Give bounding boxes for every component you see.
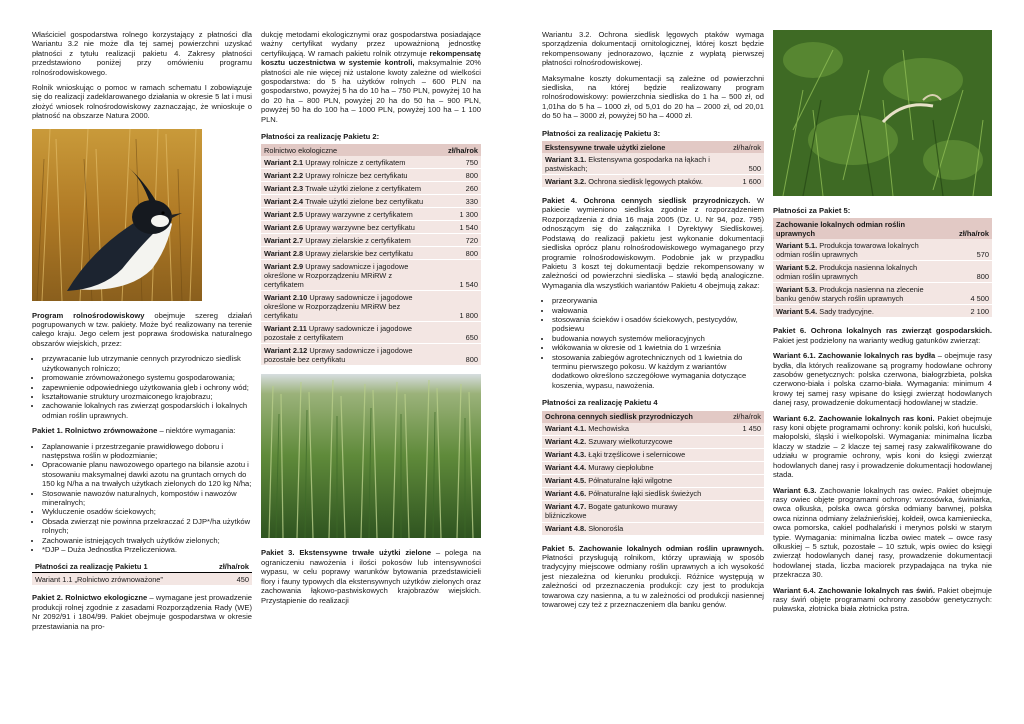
table-row: Wariant 2.11 Uprawy sadownicze i jagodowe pozostałe z certyfikatem 650 [261, 322, 481, 344]
table-row: Wariant 4.7. Bogate gatunkowo murawy bliźniczkowe [542, 500, 764, 522]
table-row: Wariant 2.12 Uprawy sadownicze i jagodowe pozostałe bez certyfikatu 800 [261, 344, 481, 366]
table-header: Zachowanie lokalnych odmian roślin uprawnych zł/ha/rok [773, 218, 992, 239]
table-row: Wariant 5.2. Produkcja nasienna lokalnych odmian roślin uprawnych 800 [773, 261, 992, 283]
paragraph-pakiet-1: Pakiet 1. Rolnictwo zrównoważone – niektóre wymagania: [32, 426, 236, 436]
paragraph-natura-intro: Właściciel gospodarstwa rolnego korzystający z płatności dla Wariantu 3.2 nie może dla tej samej powierzchni uzyskać płatności z tytułu realizacji pakietu 4. Zakresy płatności przedstawiono poniżej przy omówieniu programu rolnośrodowiskowego. [32, 30, 252, 77]
table-row: Wariant 1.1 „Rolnictwo zrównoważone” 450 [32, 573, 252, 586]
list-item: • Stosowanie nawozów naturalnych, kompostów i nawozów mineralnych; [42, 489, 252, 508]
table-row: Wariant 2.8 Uprawy zielarskie bez certyfikatu 800 [261, 247, 481, 260]
pakiet-2-payment-table [261, 144, 481, 366]
list-item: • wałowania [552, 306, 764, 315]
paragraph-wariant-6-3: Wariant 6.3. Zachowanie lokalnych ras owiec. Pakiet obejmuje rasy owiec objęte programami ochrony: wrzosówka, świniarka, owca olkuska, polska owca górska odmiany barwnej, polska owca nizinna odmiany żelaźnieńskiej, kołdeił, owca kamieniecka, owca pomorska, cakiel podhalański i merynos polski w starym typie. Wymagania: minimalna liczba owiec matek – owce rasy olkuskiej – 5 sztuk, pozostałe – 10 sztuk, wpis owiec do księgi zwierząt hodowlanych danej rasy, prowadzenie dokumentacji hodowlanej stada, liczba maciorek przypadająca na tryka nie przekracza 30. [773, 485, 992, 580]
table-row: Wariant 3.1. Ekstensywna gospodarka na łąkach i pastwiskach; 500 [542, 153, 764, 175]
program-goals-list [32, 354, 252, 420]
table-row: Wariant 2.6 Uprawy warzywne bez certyfikatu 1 540 [261, 221, 481, 234]
list-item: • kształtowanie struktury urozmaiconego krajobrazu; [42, 392, 252, 401]
pakiet-4-table-title: Płatności za realizację Pakietu 4 [542, 398, 658, 408]
table-row: Wariant 4.6. Półnaturalne łąki siedlisk świeżych [542, 487, 764, 500]
paragraph-natura-commitment: Rolnik wnioskując o pomoc w ramach schematu I zobowiązuje się do realizacji zadeklarowanego działania w okresie 5 lat i musi złożyć wniosek rolnośrodowiskowy zaznaczając, że wnioskuje o płatność na obszarze Natura 2000. [32, 83, 252, 121]
table-row: Wariant 2.10 Uprawy sadownicze i jagodowe określone w Rozporządzeniu MRiRW bez certyfikatu 1 800 [261, 291, 481, 322]
paragraph-wariant-6-2: Wariant 6.2. Zachowanie lokalnych ras koni. Pakiet obejmuje rasy koni objęte programami ochrony: konik polski, koń huculski, małopolski, śląski i wielkopolski. Wymagania: minimalna liczba klaczy w stadzie – 2 klacze tej samej rasy zakwalifikowane do udziału w programie ochrony, wpis koni do księgi zwierząt hodowlanych danej rasy i prowadzenie dokumentacji hodowlanej stada. [773, 413, 992, 480]
table-row: Wariant 5.3. Produkcja nasienna na zlecenie banku genów starych roślin uprawnych 4 500 [773, 283, 992, 305]
list-item: • budowania nowych systemów melioracyjnych [552, 334, 764, 343]
table-row: Wariant 4.5. Półnaturalne łąki wilgotne [542, 474, 764, 487]
paragraph-pakiet-2: Pakiet 2. Rolnictwo ekologiczne – wymagane jest prowadzenie produkcji rolnej zgodnie z zasadami Rozporządzenia Rady (WE) Nr 2092/91 i 1804/99. Pakiet obejmuje gospodarstwa w okresie przestawiania na pro- [32, 593, 252, 631]
table-row: Wariant 5.1. Produkcja towarowa lokalnych odmian roślin uprawnych 570 [773, 239, 992, 261]
pakiet-4-prohibitions-list [542, 296, 764, 390]
list-item: • promowanie zrównoważonego systemu gospodarowania; [42, 373, 252, 382]
pakiet-1-requirements-list [32, 442, 252, 555]
list-item: • *DJP – Duża Jednostka Przeliczeniowa. [42, 545, 252, 554]
list-item: • Obsada zwierząt nie powinna przekraczać 2 DJP*/ha użytków rolnych; [42, 517, 252, 536]
table-row: Wariant 2.7 Uprawy zielarskie z certyfikatem 720 [261, 234, 481, 247]
table-row: Wariant 2.5 Uprawy warzywne z certyfikatem 1 300 [261, 208, 481, 221]
paragraph-pakiet-6: Pakiet 6. Ochrona lokalnych ras zwierząt gospodarskich. Pakiet jest podzielony na warianty według gatunków zwierząt: [773, 326, 992, 345]
pakiet-5-table-title: Płatności za Pakiet 5: [773, 206, 851, 215]
list-item: • Wykluczenie osadów ściekowych; [42, 507, 252, 516]
column-4 [773, 30, 992, 620]
paragraph-pakiet-3: Pakiet 3. Ekstensywne trwałe użytki zielone – polega na ograniczeniu nawożenia i ilości pokosów lub intensywności wypasu, w celu poprawy warunków bytowania przedstawicieli flory i fauny typowych dla ekstensywnych użytków zielonych oraz zachowania łąkowo-pastwiskowych krajobrazów wiejskich. Przystąpienie do realizacji [261, 548, 481, 605]
list-item: • zapewnienie odpowiedniego użytkowania gleb i ochrony wód; [42, 383, 252, 392]
pakiet-1-payment-table [32, 560, 252, 585]
column-3 [542, 30, 764, 615]
paragraph-pakiet-4: Pakiet 4. Ochrona cennych siedlisk przyrodniczych. W pakiecie wymieniono siedliska zgodnie z rozporządzeniem Rozporządzenia z dnia 16 maja 2005 (Dz. U. Nr 94, poz. 795) odnoszącym się do załącznika I Dyrektywy Siedliskowej. Podstawą do realizacji pakietu jest wykonanie dokumentacji siedliska oprócz planu rolnośrodowiskowego wymaganego przy programie rolnośrodowiskowym. Podobnie jak w przypadku Pakietu 3 koszt tej dokumentacji będzie rekompensowany w zależności od powierzchni siedliska – stawki będą analogiczne. Wymagania dla wszystkich wariantów Pakietu 4 obejmują zakaz: [542, 196, 764, 290]
paragraph-pakiet-2-cont: dukcję metodami ekologicznymi oraz gospodarstwa posiadające ważny certyfikat wydany przez upoważnioną jednostkę certyfikującą. W ramach pakietu rolnik otrzymuje rekompensatę kosztu uczestnictwa w systemie kontroli, maksymalnie 20% płatności ale nie więcej niż ustalone kwoty zależne od wielkości gospodarstwa: do 5 ha użytków rolnych – 600 PLN na gospodarstwo, powyżej 5 ha do 10 ha – 750 PLN, powyżej 10 ha do 20 ha – 800 PLN, powyżej 20 ha do 50 ha – 900 PLN, powyżej 50 ha do 100 ha – 1000 PLN, powyżej 100 ha – 1 100 PLN. [261, 30, 481, 124]
paragraph-pakiet-3-cont: Wariantu 3.2. Ochrona siedlisk lęgowych ptaków wymaga sporządzenia dokumentacji ornitologicznej, której koszt będzie rekompensowany jednorazowo, łącznie z wypłatą pierwszej płatności rolnośrodowiskowej. [542, 30, 764, 68]
table-row: Wariant 2.3 Trwałe użytki zielone z certyfikatem 260 [261, 182, 481, 195]
table-row: Wariant 2.1 Uprawy rolnicze z certyfikatem 750 [261, 156, 481, 169]
list-item: • stosowania ścieków i osadów ściekowych, pestycydów, podsiewu [552, 315, 764, 334]
list-item: • Zachowanie istniejących trwałych użytków zielonych; [42, 536, 252, 545]
table-row: Wariant 2.9 Uprawy sadownicze i jagodowe określone w Rozporządzeniu MRiRW z certyfikatem 1 540 [261, 260, 481, 291]
lapwing-photo [32, 129, 202, 301]
table-row: Wariant 3.2. Ochrona siedlisk lęgowych ptaków. 1 600 [542, 175, 764, 188]
table-title: Płatności za realizację Pakietu 1 [32, 560, 206, 573]
column-2 [261, 30, 481, 611]
table-unit: zł/ha/rok [206, 560, 252, 573]
table-row: Wariant 4.4. Murawy ciepłolubne [542, 461, 764, 474]
paragraph-documentation-costs: Maksymalne koszty dokumentacji są zależne od powierzchni siedliska, na której będzie realizowany program rolnośrodowiskowy: powierzchnia siedliska do 1 ha – 500 zł, od 1,01ha do 5 ha – 1000 zł, od 5,01 do 20 ha – 2000 zł, od 20,01 do 50 ha – 3000 zł, powyżej 50 ha – 4000 zł. [542, 73, 764, 121]
pakiet-2-table-title: Płatności za realizację Pakietu 2: [261, 132, 380, 142]
paragraph-program: Program rolnośrodowiskowy obejmuje szereg działań pogrupowanych w tzw. pakiety. Może być realizowany na terenie całego kraju. Jego celem jest poprawa środowiska naturalnego obszarów wiejskich, przez: [32, 310, 252, 348]
list-item: • włókowania w okresie od 1 kwietnia do 1 września [552, 343, 764, 352]
table-row: Wariant 2.2 Uprawy rolnicze bez certyfikatu 800 [261, 169, 481, 182]
paragraph-wariant-6-4: Wariant 6.4. Zachowanie lokalnych ras świń. Pakiet obejmuje rasy świń objęte programami ochrony zasobów genetycznych: puławska, złotnicka biała złotnicka pstra. [773, 585, 992, 614]
pakiet-4-payment-table [542, 411, 764, 536]
paragraph-wariant-6-1: Wariant 6.1. Zachowanie lokalnych ras bydła – obejmuje rasy bydła, dla których realizowane są programy hodowlane ochrony zasobów genetycznych: polska czerwona, białogrzbieta, polska czerwono-biała i polska czarno-biała. Wymagania: minimum 4 krowy tej samej rasy wpisane do księgi zwierząt hodowlanych danej rasy, prowadzenie dokumentacji hodowlanej w stadzie. [773, 351, 993, 408]
table-row: Wariant 4.1. Mechowiska 1 450 [542, 423, 764, 436]
table-row: Wariant 2.4 Trwałe użytki zielone bez certyfikatu 330 [261, 195, 481, 208]
table-row: Wariant 5.4. Sady tradycyjne. 2 100 [773, 305, 992, 318]
pakiet-3-payment-table [542, 141, 764, 188]
list-item: • przeorywania [552, 296, 764, 305]
table-header: Rolnictwo ekologiczne zł/ha/rok [261, 144, 481, 156]
list-item: • Opracowanie planu nawozowego opartego na bilansie azotu i stosowaniu maksymalnej dawki azotu na gruntach ornych do 150 kg N/ha a na trwałych użytkach zielonych do 120 kg N/ha; [42, 460, 252, 488]
table-row: Wariant 4.2. Szuwary wielkoturzycowe [542, 435, 764, 448]
table-row: Wariant 4.8. Słonorośla [542, 522, 764, 535]
list-item: • zachowanie lokalnych ras zwierząt gospodarskich i lokalnych odmian roślin uprawnych. [42, 401, 252, 420]
pakiet-5-payment-table [773, 218, 992, 318]
list-item: • stosowania zabiegów agrotechnicznych od 1 kwietnia do terminu pierwszego pokosu. W każdym z wariantów dodatkowo określono szczegółowe wymagania dotyczące koszenia, wypasu, nawożenia. [552, 353, 764, 391]
column-1 [32, 30, 252, 637]
table-header: Ochrona cennych siedlisk przyrodniczych zł/ha/rok [542, 411, 764, 423]
table-header: Ekstensywne trwałe użytki zielone zł/ha/rok [542, 141, 764, 153]
grain-field-photo [261, 374, 481, 538]
list-item: • przywracanie lub utrzymanie cennych przyrodniczo siedlisk użytkowanych rolniczo; [42, 354, 252, 373]
pakiet-3-table-title: Płatności za realizację Pakietu 3: [542, 128, 661, 138]
paragraph-pakiet-5: Pakiet 5. Zachowanie lokalnych odmian roślin uprawnych. Płatności przysługują rolnikom, którzy uprawiają w sposób tradycyjny miejscowe odmiany roślin uprawnych a ich wysokość jest niezależna od kierunku produkcji. Różnice występują w zależności od przeznaczenia produkcji: czy jest to produkcja towarowa czy nasienna, a tu w zależności od produkcji nasiennej towarowej czy też z przeznaczeniem dla banku genów. [542, 543, 764, 610]
grass-meadow-photo [773, 30, 992, 196]
list-item: • Zaplanowanie i przestrzeganie prawidłowego doboru i następstwa roślin w płodozmianie; [42, 442, 252, 461]
table-row: Wariant 4.3. Łąki trzęślicowe i selernicowe [542, 448, 764, 461]
